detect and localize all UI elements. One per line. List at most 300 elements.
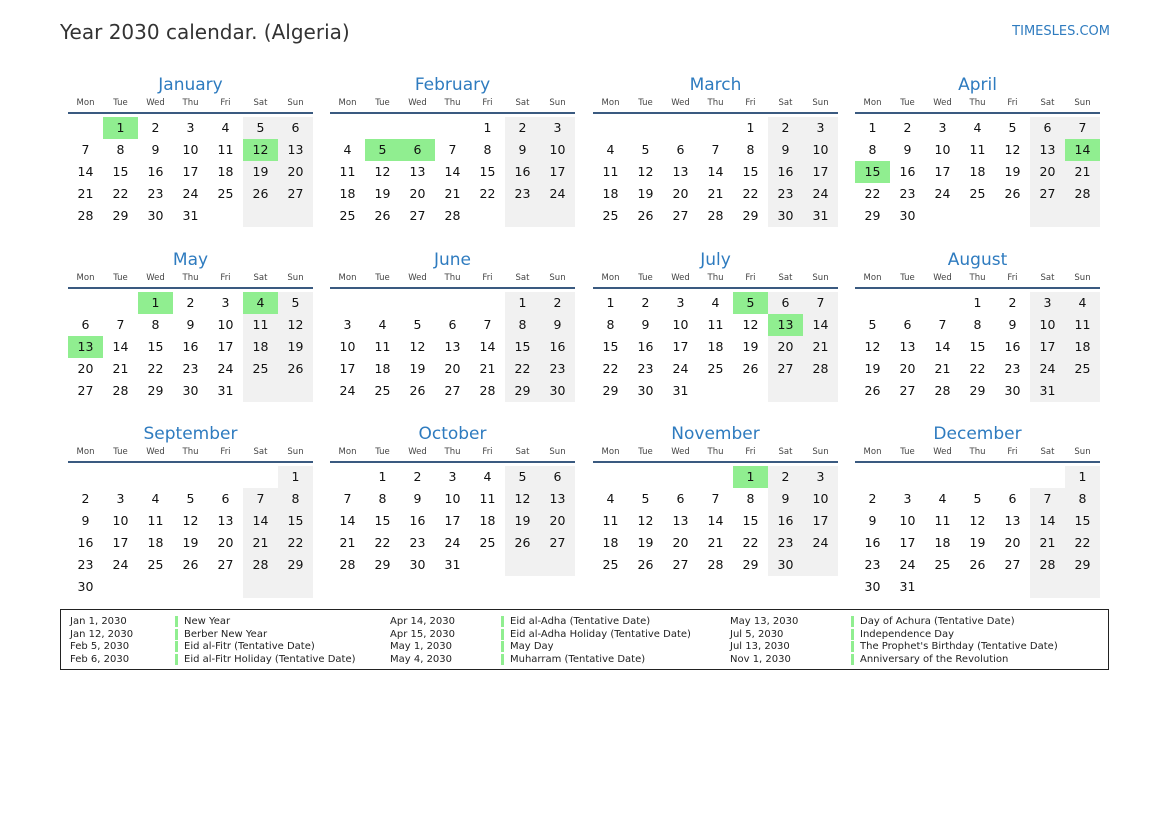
day-cell[interactable]: 20: [409, 186, 426, 201]
day-cell[interactable]: 6: [768, 292, 803, 314]
day-cell[interactable]: 24: [803, 532, 838, 554]
day-cell[interactable]: 22: [374, 535, 391, 550]
day-cell[interactable]: 31: [1030, 380, 1065, 402]
day-cell[interactable]: 5: [641, 142, 650, 157]
day-cell[interactable]: 2: [505, 117, 540, 139]
day-cell[interactable]: 3: [116, 491, 125, 506]
day-cell[interactable]: 3: [540, 117, 575, 139]
day-cell[interactable]: 28: [707, 208, 724, 223]
day-cell[interactable]: 23: [409, 535, 426, 550]
day-cell[interactable]: 4: [221, 120, 230, 135]
day-cell[interactable]: 29: [278, 554, 313, 576]
day-cell[interactable]: 29: [505, 380, 540, 402]
day-cell[interactable]: 21: [1030, 532, 1065, 554]
day-cell[interactable]: 25: [374, 383, 391, 398]
day-cell[interactable]: 21: [77, 186, 94, 201]
day-cell[interactable]: 2: [903, 120, 912, 135]
day-cell[interactable]: 25: [969, 186, 986, 201]
day-cell[interactable]: 26: [1004, 186, 1021, 201]
day-cell[interactable]: 25: [243, 358, 278, 380]
day-cell[interactable]: 6: [1008, 491, 1017, 506]
day-cell[interactable]: 11: [1065, 314, 1100, 336]
day-cell[interactable]: 23: [864, 557, 881, 572]
day-cell[interactable]: 9: [151, 142, 160, 157]
day-cell[interactable]: 12: [278, 314, 313, 336]
day-cell[interactable]: 12: [182, 513, 199, 528]
day-cell[interactable]: 18: [707, 339, 724, 354]
day-cell[interactable]: 29: [374, 557, 391, 572]
day-cell[interactable]: 18: [339, 186, 356, 201]
day-cell[interactable]: 2: [641, 295, 650, 310]
day-cell[interactable]: 22: [147, 361, 164, 376]
day-cell[interactable]: 27: [1030, 183, 1065, 205]
day-cell[interactable]: 28: [1065, 183, 1100, 205]
day-cell[interactable]: 24: [182, 186, 199, 201]
day-cell[interactable]: 12: [864, 339, 881, 354]
day-cell[interactable]: 8: [746, 491, 755, 506]
day-cell[interactable]: 28: [707, 557, 724, 572]
day-cell[interactable]: 27: [444, 383, 461, 398]
day-cell[interactable]: 23: [147, 186, 164, 201]
day-cell[interactable]: 2: [151, 120, 160, 135]
day-cell[interactable]: 22: [742, 535, 759, 550]
day-cell[interactable]: 19: [182, 535, 199, 550]
day-cell[interactable]: 30: [1004, 383, 1021, 398]
day-cell[interactable]: 22: [505, 358, 540, 380]
day-cell[interactable]: 8: [278, 488, 313, 510]
day-cell[interactable]: 16: [182, 339, 199, 354]
day-cell[interactable]: 3: [803, 466, 838, 488]
day-cell[interactable]: 14: [1030, 510, 1065, 532]
day-cell[interactable]: 22: [969, 361, 986, 376]
day-cell[interactable]: 10: [934, 142, 951, 157]
day-cell[interactable]: 6: [676, 491, 685, 506]
day-cell[interactable]: 28: [444, 208, 461, 223]
day-cell[interactable]: 2: [540, 292, 575, 314]
day-cell[interactable]: 30: [409, 557, 426, 572]
day-cell[interactable]: 26: [864, 383, 881, 398]
day-cell[interactable]: 15: [602, 339, 619, 354]
day-cell[interactable]: 14: [243, 510, 278, 532]
day-cell[interactable]: 14: [1065, 139, 1100, 161]
day-cell[interactable]: 8: [116, 142, 125, 157]
day-cell[interactable]: 12: [637, 513, 654, 528]
day-cell[interactable]: 17: [112, 535, 129, 550]
day-cell[interactable]: 15: [374, 513, 391, 528]
day-cell[interactable]: 27: [899, 383, 916, 398]
day-cell[interactable]: 3: [1030, 292, 1065, 314]
day-cell[interactable]: 1: [606, 295, 615, 310]
day-cell[interactable]: 18: [374, 361, 391, 376]
day-cell[interactable]: 4: [973, 120, 982, 135]
day-cell[interactable]: 11: [217, 142, 234, 157]
day-cell[interactable]: 20: [540, 510, 575, 532]
day-cell[interactable]: 14: [339, 513, 356, 528]
day-cell[interactable]: 27: [409, 208, 426, 223]
day-cell[interactable]: 3: [448, 469, 457, 484]
day-cell[interactable]: 21: [243, 532, 278, 554]
day-cell[interactable]: 24: [1030, 358, 1065, 380]
day-cell[interactable]: 28: [479, 383, 496, 398]
day-cell[interactable]: 3: [186, 120, 195, 135]
day-cell[interactable]: 26: [637, 208, 654, 223]
day-cell[interactable]: 2: [81, 491, 90, 506]
day-cell[interactable]: 13: [1004, 513, 1021, 528]
day-cell[interactable]: 28: [1030, 554, 1065, 576]
day-cell[interactable]: 4: [606, 491, 615, 506]
day-cell[interactable]: 7: [448, 142, 457, 157]
day-cell[interactable]: 10: [1030, 314, 1065, 336]
day-cell[interactable]: 17: [672, 339, 689, 354]
day-cell[interactable]: 31: [672, 383, 689, 398]
day-cell[interactable]: 14: [934, 339, 951, 354]
day-cell[interactable]: 2: [768, 466, 803, 488]
day-cell[interactable]: 29: [112, 208, 129, 223]
day-cell[interactable]: 17: [444, 513, 461, 528]
day-cell[interactable]: 28: [803, 358, 838, 380]
day-cell[interactable]: 6: [81, 317, 90, 332]
day-cell[interactable]: 30: [864, 579, 881, 594]
day-cell[interactable]: 8: [378, 491, 387, 506]
day-cell[interactable]: 5: [733, 292, 768, 314]
day-cell[interactable]: 1: [278, 466, 313, 488]
day-cell[interactable]: 15: [479, 164, 496, 179]
day-cell[interactable]: 26: [243, 183, 278, 205]
day-cell[interactable]: 16: [505, 161, 540, 183]
day-cell[interactable]: 8: [746, 142, 755, 157]
day-cell[interactable]: 22: [742, 186, 759, 201]
day-cell[interactable]: 13: [68, 336, 103, 358]
day-cell[interactable]: 15: [112, 164, 129, 179]
day-cell[interactable]: 26: [374, 208, 391, 223]
day-cell[interactable]: 23: [899, 186, 916, 201]
day-cell[interactable]: 3: [676, 295, 685, 310]
day-cell[interactable]: 5: [505, 466, 540, 488]
day-cell[interactable]: 16: [1004, 339, 1021, 354]
day-cell[interactable]: 12: [742, 317, 759, 332]
day-cell[interactable]: 29: [1065, 554, 1100, 576]
day-cell[interactable]: 13: [672, 513, 689, 528]
day-cell[interactable]: 6: [676, 142, 685, 157]
day-cell[interactable]: 19: [278, 336, 313, 358]
day-cell[interactable]: 15: [969, 339, 986, 354]
day-cell[interactable]: 17: [803, 161, 838, 183]
day-cell[interactable]: 19: [409, 361, 426, 376]
day-cell[interactable]: 9: [81, 513, 90, 528]
day-cell[interactable]: 15: [855, 161, 890, 183]
day-cell[interactable]: 7: [1030, 488, 1065, 510]
day-cell[interactable]: 9: [641, 317, 650, 332]
day-cell[interactable]: 9: [186, 317, 195, 332]
day-cell[interactable]: 2: [768, 117, 803, 139]
day-cell[interactable]: 29: [742, 208, 759, 223]
day-cell[interactable]: 28: [112, 383, 129, 398]
day-cell[interactable]: 12: [374, 164, 391, 179]
day-cell[interactable]: 5: [1008, 120, 1017, 135]
day-cell[interactable]: 28: [243, 554, 278, 576]
day-cell[interactable]: 1: [505, 292, 540, 314]
day-cell[interactable]: 17: [899, 535, 916, 550]
day-cell[interactable]: 18: [479, 513, 496, 528]
day-cell[interactable]: 20: [1030, 161, 1065, 183]
day-cell[interactable]: 8: [1065, 488, 1100, 510]
day-cell[interactable]: 12: [409, 339, 426, 354]
day-cell[interactable]: 27: [278, 183, 313, 205]
day-cell[interactable]: 23: [768, 183, 803, 205]
day-cell[interactable]: 3: [803, 117, 838, 139]
day-cell[interactable]: 18: [147, 535, 164, 550]
day-cell[interactable]: 19: [243, 161, 278, 183]
day-cell[interactable]: 20: [444, 361, 461, 376]
day-cell[interactable]: 12: [637, 164, 654, 179]
day-cell[interactable]: 27: [540, 532, 575, 554]
day-cell[interactable]: 5: [413, 317, 422, 332]
day-cell[interactable]: 11: [707, 317, 724, 332]
day-cell[interactable]: 6: [400, 139, 435, 161]
day-cell[interactable]: 9: [768, 488, 803, 510]
day-cell[interactable]: 26: [182, 557, 199, 572]
day-cell[interactable]: 10: [540, 139, 575, 161]
day-cell[interactable]: 27: [672, 208, 689, 223]
day-cell[interactable]: 22: [864, 186, 881, 201]
day-cell[interactable]: 10: [182, 142, 199, 157]
day-cell[interactable]: 14: [77, 164, 94, 179]
day-cell[interactable]: 30: [768, 205, 803, 227]
day-cell[interactable]: 31: [182, 208, 199, 223]
day-cell[interactable]: 18: [934, 535, 951, 550]
day-cell[interactable]: 25: [217, 186, 234, 201]
day-cell[interactable]: 5: [641, 491, 650, 506]
day-cell[interactable]: 21: [444, 186, 461, 201]
day-cell[interactable]: 31: [444, 557, 461, 572]
day-cell[interactable]: 15: [278, 510, 313, 532]
day-cell[interactable]: 22: [112, 186, 129, 201]
day-cell[interactable]: 16: [864, 535, 881, 550]
day-cell[interactable]: 25: [1065, 358, 1100, 380]
day-cell[interactable]: 11: [602, 513, 619, 528]
day-cell[interactable]: 1: [1065, 466, 1100, 488]
day-cell[interactable]: 29: [147, 383, 164, 398]
day-cell[interactable]: 7: [711, 142, 720, 157]
day-cell[interactable]: 10: [803, 139, 838, 161]
day-cell[interactable]: 10: [803, 488, 838, 510]
day-cell[interactable]: 27: [768, 358, 803, 380]
day-cell[interactable]: 11: [934, 513, 951, 528]
day-cell[interactable]: 21: [479, 361, 496, 376]
day-cell[interactable]: 24: [540, 183, 575, 205]
day-cell[interactable]: 17: [339, 361, 356, 376]
day-cell[interactable]: 16: [409, 513, 426, 528]
day-cell[interactable]: 25: [602, 557, 619, 572]
day-cell[interactable]: 10: [217, 317, 234, 332]
day-cell[interactable]: 24: [934, 186, 951, 201]
day-cell[interactable]: 17: [540, 161, 575, 183]
day-cell[interactable]: 17: [182, 164, 199, 179]
day-cell[interactable]: 20: [278, 161, 313, 183]
day-cell[interactable]: 22: [1065, 532, 1100, 554]
day-cell[interactable]: 20: [77, 361, 94, 376]
day-cell[interactable]: 26: [969, 557, 986, 572]
day-cell[interactable]: 14: [803, 314, 838, 336]
day-cell[interactable]: 4: [1065, 292, 1100, 314]
day-cell[interactable]: 17: [934, 164, 951, 179]
day-cell[interactable]: 9: [903, 142, 912, 157]
day-cell[interactable]: 11: [479, 491, 496, 506]
day-cell[interactable]: 17: [217, 339, 234, 354]
day-cell[interactable]: 24: [444, 535, 461, 550]
day-cell[interactable]: 21: [934, 361, 951, 376]
day-cell[interactable]: 7: [243, 488, 278, 510]
day-cell[interactable]: 28: [339, 557, 356, 572]
day-cell[interactable]: 15: [742, 164, 759, 179]
day-cell[interactable]: 15: [1065, 510, 1100, 532]
day-cell[interactable]: 13: [278, 139, 313, 161]
day-cell[interactable]: 29: [864, 208, 881, 223]
day-cell[interactable]: 31: [803, 205, 838, 227]
day-cell[interactable]: 13: [768, 314, 803, 336]
day-cell[interactable]: 9: [505, 139, 540, 161]
day-cell[interactable]: 23: [637, 361, 654, 376]
day-cell[interactable]: 3: [343, 317, 352, 332]
day-cell[interactable]: 1: [103, 117, 138, 139]
day-cell[interactable]: 7: [116, 317, 125, 332]
day-cell[interactable]: 5: [868, 317, 877, 332]
day-cell[interactable]: 12: [505, 488, 540, 510]
day-cell[interactable]: 13: [217, 513, 234, 528]
day-cell[interactable]: 1: [378, 469, 387, 484]
day-cell[interactable]: 16: [637, 339, 654, 354]
day-cell[interactable]: 22: [278, 532, 313, 554]
day-cell[interactable]: 11: [147, 513, 164, 528]
day-cell[interactable]: 31: [899, 579, 916, 594]
day-cell[interactable]: 11: [969, 142, 986, 157]
day-cell[interactable]: 19: [969, 535, 986, 550]
day-cell[interactable]: 12: [243, 139, 278, 161]
day-cell[interactable]: 6: [1030, 117, 1065, 139]
day-cell[interactable]: 25: [147, 557, 164, 572]
day-cell[interactable]: 4: [243, 292, 278, 314]
day-cell[interactable]: 15: [742, 513, 759, 528]
day-cell[interactable]: 1: [973, 295, 982, 310]
day-cell[interactable]: 18: [217, 164, 234, 179]
day-cell[interactable]: 16: [768, 510, 803, 532]
day-cell[interactable]: 14: [479, 339, 496, 354]
day-cell[interactable]: 20: [768, 336, 803, 358]
day-cell[interactable]: 13: [899, 339, 916, 354]
day-cell[interactable]: 21: [803, 336, 838, 358]
day-cell[interactable]: 28: [77, 208, 94, 223]
day-cell[interactable]: 4: [711, 295, 720, 310]
day-cell[interactable]: 10: [444, 491, 461, 506]
day-cell[interactable]: 16: [768, 161, 803, 183]
day-cell[interactable]: 9: [768, 139, 803, 161]
day-cell[interactable]: 7: [81, 142, 90, 157]
day-cell[interactable]: 29: [742, 557, 759, 572]
day-cell[interactable]: 18: [602, 186, 619, 201]
day-cell[interactable]: 18: [243, 336, 278, 358]
day-cell[interactable]: 18: [1065, 336, 1100, 358]
day-cell[interactable]: 21: [339, 535, 356, 550]
day-cell[interactable]: 22: [479, 186, 496, 201]
day-cell[interactable]: 5: [186, 491, 195, 506]
day-cell[interactable]: 14: [444, 164, 461, 179]
day-cell[interactable]: 5: [973, 491, 982, 506]
day-cell[interactable]: 1: [746, 120, 755, 135]
day-cell[interactable]: 30: [540, 380, 575, 402]
day-cell[interactable]: 27: [1004, 557, 1021, 572]
day-cell[interactable]: 10: [672, 317, 689, 332]
day-cell[interactable]: 23: [505, 183, 540, 205]
day-cell[interactable]: 12: [969, 513, 986, 528]
day-cell[interactable]: 10: [112, 513, 129, 528]
day-cell[interactable]: 21: [707, 535, 724, 550]
day-cell[interactable]: 26: [505, 532, 540, 554]
day-cell[interactable]: 10: [339, 339, 356, 354]
day-cell[interactable]: 6: [448, 317, 457, 332]
day-cell[interactable]: 24: [339, 383, 356, 398]
day-cell[interactable]: 11: [602, 164, 619, 179]
day-cell[interactable]: 8: [606, 317, 615, 332]
day-cell[interactable]: 20: [1004, 535, 1021, 550]
day-cell[interactable]: 11: [374, 339, 391, 354]
day-cell[interactable]: 16: [540, 336, 575, 358]
day-cell[interactable]: 9: [1008, 317, 1017, 332]
day-cell[interactable]: 2: [413, 469, 422, 484]
day-cell[interactable]: 13: [672, 164, 689, 179]
day-cell[interactable]: 13: [444, 339, 461, 354]
day-cell[interactable]: 27: [672, 557, 689, 572]
day-cell[interactable]: 7: [938, 317, 947, 332]
day-cell[interactable]: 5: [365, 139, 400, 161]
day-cell[interactable]: 8: [151, 317, 160, 332]
day-cell[interactable]: 30: [77, 579, 94, 594]
day-cell[interactable]: 14: [707, 513, 724, 528]
day-cell[interactable]: 26: [278, 358, 313, 380]
day-cell[interactable]: 19: [1004, 164, 1021, 179]
day-cell[interactable]: 20: [672, 186, 689, 201]
day-cell[interactable]: 29: [969, 383, 986, 398]
day-cell[interactable]: 6: [278, 117, 313, 139]
day-cell[interactable]: 25: [339, 208, 356, 223]
day-cell[interactable]: 19: [864, 361, 881, 376]
day-cell[interactable]: 24: [112, 557, 129, 572]
site-link[interactable]: TIMESLES.COM: [1012, 24, 1110, 39]
day-cell[interactable]: 26: [637, 557, 654, 572]
day-cell[interactable]: 24: [672, 361, 689, 376]
day-cell[interactable]: 31: [217, 383, 234, 398]
day-cell[interactable]: 24: [899, 557, 916, 572]
day-cell[interactable]: 10: [899, 513, 916, 528]
day-cell[interactable]: 23: [182, 361, 199, 376]
day-cell[interactable]: 7: [803, 292, 838, 314]
day-cell[interactable]: 5: [278, 292, 313, 314]
day-cell[interactable]: 17: [1030, 336, 1065, 358]
day-cell[interactable]: 11: [243, 314, 278, 336]
day-cell[interactable]: 12: [1004, 142, 1021, 157]
day-cell[interactable]: 23: [768, 532, 803, 554]
day-cell[interactable]: 26: [409, 383, 426, 398]
day-cell[interactable]: 7: [1065, 117, 1100, 139]
day-cell[interactable]: 1: [733, 466, 768, 488]
day-cell[interactable]: 30: [899, 208, 916, 223]
day-cell[interactable]: 2: [186, 295, 195, 310]
day-cell[interactable]: 14: [707, 164, 724, 179]
day-cell[interactable]: 7: [343, 491, 352, 506]
day-cell[interactable]: 3: [938, 120, 947, 135]
day-cell[interactable]: 15: [505, 336, 540, 358]
day-cell[interactable]: 30: [147, 208, 164, 223]
day-cell[interactable]: 1: [138, 292, 173, 314]
